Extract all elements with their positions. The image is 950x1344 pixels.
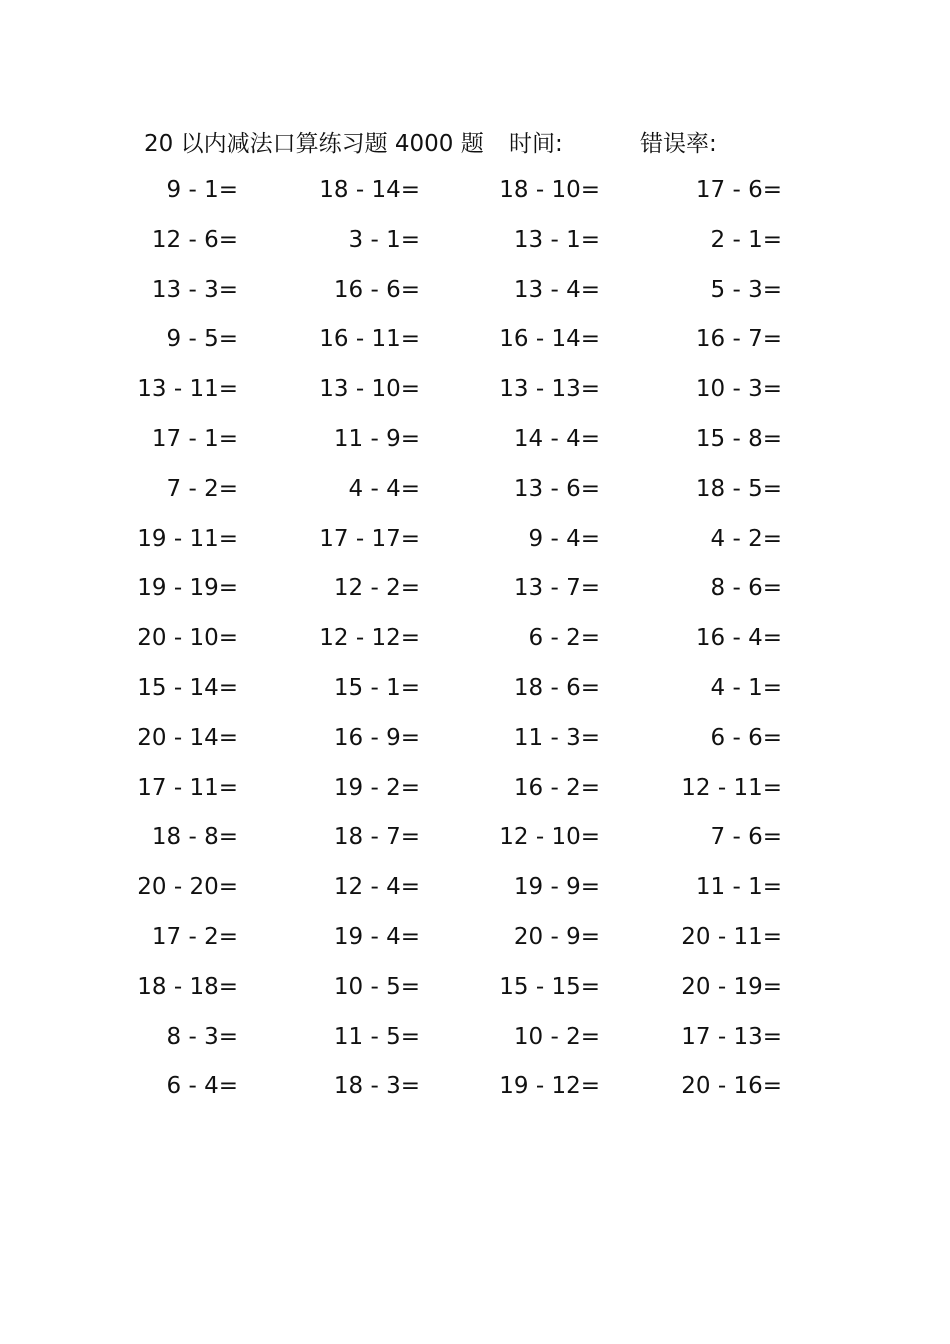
problem: 13 - 3=	[151, 276, 238, 303]
problem-row	[0, 668, 950, 718]
problem: 17 - 2=	[151, 923, 238, 950]
problem: 12 - 10=	[499, 824, 600, 851]
problem: 9 - 4=	[528, 525, 600, 552]
problem: 17 - 17=	[319, 525, 420, 552]
problem: 6 - 4=	[166, 1073, 238, 1100]
problem: 19 - 19=	[137, 575, 238, 602]
problem-row	[0, 568, 950, 618]
problem: 12 - 6=	[151, 226, 238, 253]
problem: 20 - 14=	[137, 724, 238, 751]
problem: 20 - 16=	[681, 1073, 782, 1100]
problem: 10 - 3=	[695, 376, 782, 403]
problem: 18 - 6=	[513, 674, 600, 701]
problem: 17 - 11=	[137, 774, 238, 801]
worksheet-header	[0, 126, 950, 162]
problem: 13 - 11=	[137, 376, 238, 403]
problem-row	[0, 319, 950, 369]
problem: 5 - 3=	[710, 276, 782, 303]
problem: 16 - 14=	[499, 326, 600, 353]
problem: 14 - 4=	[513, 425, 600, 452]
problem-row	[0, 1066, 950, 1116]
problem-row	[0, 718, 950, 768]
problem-row	[0, 270, 950, 320]
problem-row	[0, 170, 950, 220]
problem: 2 - 1=	[710, 226, 782, 253]
problem: 17 - 1=	[151, 425, 238, 452]
problem: 13 - 7=	[513, 575, 600, 602]
problem: 15 - 8=	[695, 425, 782, 452]
problem: 18 - 3=	[333, 1073, 420, 1100]
error-rate-label: 错误率:	[640, 131, 717, 157]
problem: 15 - 15=	[499, 973, 600, 1000]
problem: 13 - 10=	[319, 376, 420, 403]
problem: 9 - 1=	[166, 177, 238, 203]
problem: 16 - 2=	[513, 774, 600, 801]
problem: 10 - 2=	[513, 1023, 600, 1050]
problem: 17 - 13=	[681, 1023, 782, 1050]
problem-row	[0, 220, 950, 270]
problem: 18 - 10=	[499, 177, 600, 203]
problem: 11 - 3=	[513, 724, 600, 751]
problem: 11 - 1=	[695, 874, 782, 901]
problem: 16 - 7=	[695, 326, 782, 353]
problem: 10 - 5=	[333, 973, 420, 1000]
problem: 20 - 10=	[137, 625, 238, 652]
worksheet-title: 20 以内减法口算练习题 4000 题	[144, 131, 484, 157]
problem: 7 - 2=	[166, 475, 238, 502]
problem: 18 - 18=	[137, 973, 238, 1000]
problem: 19 - 12=	[499, 1073, 600, 1100]
problem: 18 - 5=	[695, 475, 782, 502]
problem: 19 - 9=	[513, 874, 600, 901]
problem: 8 - 6=	[710, 575, 782, 602]
problem: 8 - 3=	[166, 1023, 238, 1050]
problem: 18 - 8=	[151, 824, 238, 851]
problem-row	[0, 369, 950, 419]
problem: 11 - 5=	[333, 1023, 420, 1050]
problem: 11 - 9=	[333, 425, 420, 452]
problem: 6 - 2=	[528, 625, 600, 652]
problem: 18 - 14=	[319, 177, 420, 203]
problem: 15 - 14=	[137, 674, 238, 701]
problem-grid	[0, 170, 950, 1116]
problem-row	[0, 867, 950, 917]
problem-row	[0, 469, 950, 519]
problem: 12 - 2=	[333, 575, 420, 602]
problem-row	[0, 519, 950, 569]
problem: 6 - 6=	[710, 724, 782, 751]
problem: 4 - 2=	[710, 525, 782, 552]
problem: 20 - 9=	[513, 923, 600, 950]
problem-row	[0, 817, 950, 867]
problem: 19 - 11=	[137, 525, 238, 552]
problem: 13 - 1=	[513, 226, 600, 253]
problem-row	[0, 618, 950, 668]
problem: 4 - 1=	[710, 674, 782, 701]
problem: 13 - 6=	[513, 475, 600, 502]
problem: 16 - 6=	[333, 276, 420, 303]
problem: 20 - 19=	[681, 973, 782, 1000]
problem-row	[0, 917, 950, 967]
problem-row	[0, 1017, 950, 1067]
problem: 19 - 4=	[333, 923, 420, 950]
problem: 7 - 6=	[710, 824, 782, 851]
problem: 12 - 4=	[333, 874, 420, 901]
problem: 9 - 5=	[166, 326, 238, 353]
problem: 16 - 9=	[333, 724, 420, 751]
problem: 20 - 20=	[137, 874, 238, 901]
problem: 12 - 12=	[319, 625, 420, 652]
problem: 18 - 7=	[333, 824, 420, 851]
problem: 19 - 2=	[333, 774, 420, 801]
time-label: 时间:	[509, 131, 563, 157]
problem: 12 - 11=	[681, 774, 782, 801]
problem: 16 - 4=	[695, 625, 782, 652]
problem: 3 - 1=	[348, 226, 420, 253]
problem: 16 - 11=	[319, 326, 420, 353]
problem: 13 - 13=	[499, 376, 600, 403]
problem: 20 - 11=	[681, 923, 782, 950]
problem-row	[0, 967, 950, 1017]
problem: 15 - 1=	[333, 674, 420, 701]
problem-row	[0, 768, 950, 818]
problem: 13 - 4=	[513, 276, 600, 303]
problem-row	[0, 419, 950, 469]
problem: 17 - 6=	[695, 177, 782, 203]
problem: 4 - 4=	[348, 475, 420, 502]
